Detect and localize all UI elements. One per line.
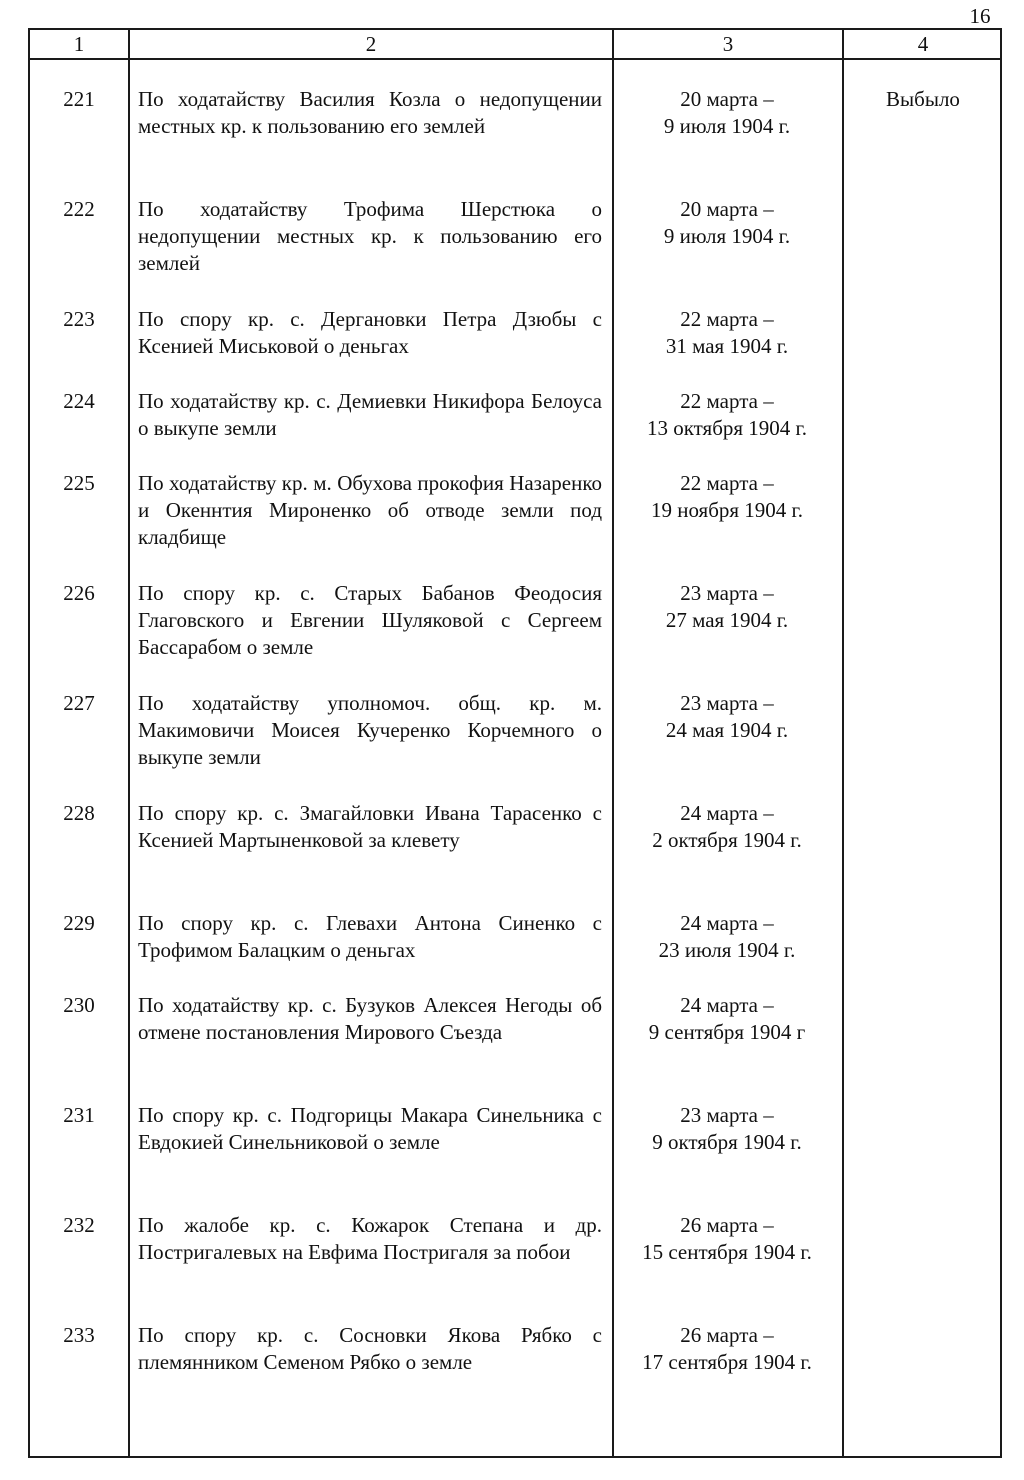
case-description: По спору кр. с. Подгорицы Макара Синельника с Евдокией Синельниковой о земле <box>138 1103 602 1154</box>
header-col-4: 4 <box>917 32 929 56</box>
column-divider <box>842 30 844 1456</box>
page-number: 16 <box>969 4 991 28</box>
date-from: 20 марта – <box>680 197 774 221</box>
case-number: 226 <box>63 581 95 605</box>
case-dates <box>614 580 840 634</box>
date-to: 23 июля 1904 г. <box>658 938 796 962</box>
case-number: 229 <box>63 911 95 935</box>
case-dates <box>614 306 840 360</box>
date-to: 9 сентября 1904 г <box>648 1020 806 1044</box>
date-from: 22 марта – <box>680 307 774 331</box>
date-to: 27 мая 1904 г. <box>665 608 789 632</box>
case-number: 227 <box>63 691 95 715</box>
date-to: 13 октября 1904 г. <box>646 416 808 440</box>
case-number: 223 <box>63 307 95 331</box>
register-table <box>28 28 1002 1458</box>
date-to: 9 июля 1904 г. <box>663 224 791 248</box>
case-dates <box>614 388 840 442</box>
header-col-3: 3 <box>722 32 734 56</box>
case-dates <box>614 1322 840 1376</box>
header-col-1: 1 <box>73 32 85 56</box>
case-dates <box>614 86 840 140</box>
case-description: По жалобе кр. с. Кожарок Степана и др. Постригалевых на Евфима Постригаля за побои <box>138 1213 602 1264</box>
header-col-2: 2 <box>365 32 377 56</box>
case-number: 232 <box>63 1213 95 1237</box>
date-to: 31 мая 1904 г. <box>665 334 789 358</box>
date-from: 22 марта – <box>680 389 774 413</box>
case-description: По ходатайству кр. м. Обухова прокофия Назаренко и Океннтия Мироненко об отводе земли под кладбище <box>138 471 602 549</box>
case-number: 228 <box>63 801 95 825</box>
date-to: 24 мая 1904 г. <box>665 718 789 742</box>
date-to: 9 июля 1904 г. <box>663 114 791 138</box>
date-to: 17 сентября 1904 г. <box>642 1350 812 1374</box>
case-description: По спору кр. с. Дергановки Петра Дзюбы с Ксенией Миськовой о деньгах <box>138 307 602 358</box>
case-description: По ходатайству Трофима Шерстюка о недопущении местных кр. к пользованию его землей <box>138 197 602 275</box>
case-number: 222 <box>63 197 95 221</box>
date-from: 23 марта – <box>680 581 774 605</box>
case-dates <box>614 992 840 1046</box>
case-dates <box>614 470 840 524</box>
date-from: 22 марта – <box>680 471 774 495</box>
table-header-row <box>30 30 1000 60</box>
date-to: 15 сентября 1904 г. <box>642 1240 812 1264</box>
case-dates <box>614 690 840 744</box>
case-dates <box>614 196 840 250</box>
case-description: По спору кр. с. Старых Бабанов Феодосия Глаговского и Евгении Шуляковой с Сергеем Бассарабом о земле <box>138 581 602 659</box>
case-description: По ходатайству кр. с. Демиевки Никифора Белоуса о выкупе земли <box>138 389 602 440</box>
case-number: 233 <box>63 1323 95 1347</box>
date-to: 2 октября 1904 г. <box>652 828 802 852</box>
case-description: По ходатайству кр. с. Бузуков Алексея Негоды об отмене постановления Мирового Съезда <box>138 993 602 1044</box>
case-dates <box>614 1102 840 1156</box>
case-number: 230 <box>63 993 95 1017</box>
case-dates <box>614 910 840 964</box>
case-description: По спору кр. с. Глевахи Антона Синенко с Трофимом Балацким о деньгах <box>138 911 602 962</box>
date-from: 23 марта – <box>680 691 774 715</box>
case-note: Выбыло <box>886 87 960 111</box>
date-from: 24 марта – <box>680 801 774 825</box>
date-from: 26 марта – <box>680 1323 774 1347</box>
case-number: 231 <box>63 1103 95 1127</box>
column-divider <box>128 30 130 1456</box>
case-description: По спору кр. с. Змагайловки Ивана Тарасенко с Ксенией Мартыненковой за клевету <box>138 801 602 852</box>
case-dates <box>614 800 840 854</box>
case-dates <box>614 1212 840 1266</box>
case-number: 225 <box>63 471 95 495</box>
date-from: 24 марта – <box>680 911 774 935</box>
date-to: 19 ноября 1904 г. <box>650 498 804 522</box>
case-number: 221 <box>63 87 95 111</box>
case-description: По спору кр. с. Сосновки Якова Рябко с племянником Семеном Рябко о земле <box>138 1323 602 1374</box>
case-description: По ходатайству уполномоч. общ. кр. м. Макимовичи Моисея Кучеренко Корчемного о выкупе земли <box>138 691 602 769</box>
case-number: 224 <box>63 389 95 413</box>
date-from: 23 марта – <box>680 1103 774 1127</box>
case-description: По ходатайству Василия Козла о недопущении местных кр. к пользованию его землей <box>138 87 602 138</box>
date-from: 24 марта – <box>680 993 774 1017</box>
date-to: 9 октября 1904 г. <box>652 1130 802 1154</box>
date-from: 26 марта – <box>680 1213 774 1237</box>
date-from: 20 марта – <box>680 87 774 111</box>
